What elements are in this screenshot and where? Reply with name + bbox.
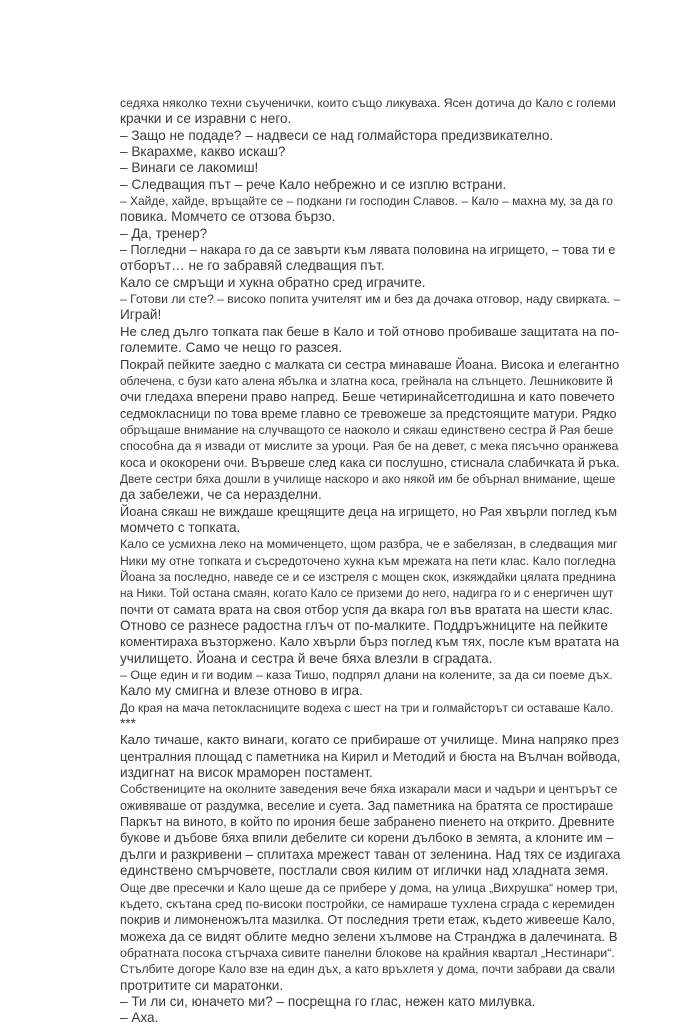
text-line: Ники му отне топката и съсредоточено хукна към мрежата на пети клас. Кало погледна xyxy=(120,553,616,568)
text-line: Покрай пейките заедно с малката си сестра минаваше Йоана. Висока и елегантно xyxy=(120,356,620,372)
text-line: – Ти ли си, юначето ми? – посрещна го глас, нежен като милувка. xyxy=(120,993,536,1009)
text-line: коса и ококорени очи. Вървеше след кака си послушно, стиснала слабичката й ръка. xyxy=(120,455,620,470)
text-line: на Ники. Той остана смаян, когато Кало се приземи до него, надигра го и с енергичен шут xyxy=(120,586,614,601)
text-line: коментираха възторжено. Кало хвърли бърз поглед към тях, после към вратата на xyxy=(120,634,620,650)
text-line: Йоана за последно, наведе се и се изстреля с мощен скок, изкяждайки цялата преднина xyxy=(120,569,616,584)
text-line: момчето с топката. xyxy=(120,519,241,535)
text-line: обратната посока стърчаха сивите панелни блокове на крайния квартал „Нестинари“. xyxy=(120,945,615,960)
text-line: – Винаги се лакомиш! xyxy=(120,160,259,176)
text-line: Кало му смигна и влезе отново в игра. xyxy=(120,683,363,699)
text-line: Кало се усмихна леко на момиченцето, щом разбра, че е забелязан, в следващия миг xyxy=(120,537,618,552)
text-line: да забележи, че са неразделни. xyxy=(120,487,322,503)
text-line: – Хайде, хайде, връщайте се – подкани ги господин Славов. – Кало – махна му, за да го xyxy=(120,194,613,209)
text-line: – Още един и ги водим – каза Тишо, подпрял длани на колените, за да си поеме дъх. xyxy=(120,668,613,683)
text-line: Не след дълго топката пак беше в Кало и той отново пробиваше защитата на по- xyxy=(120,323,620,339)
text-line: способна да я извади от мислите за уроци. Рая бе на девет, с мека пясъчно оранжева xyxy=(120,439,619,454)
text-line: очи гледаха вперени право напред. Беше четиринайсетгодишна и като повечето xyxy=(120,389,615,405)
text-line: – Да, тренер? xyxy=(120,225,208,241)
text-line: седмокласници по това време главно се тревожеше за предстоящите матури. Рядко xyxy=(120,406,617,421)
text-line: букове и дъбове бяха впили дебелите си корени дълбоко в земята, а клоните им – xyxy=(120,830,614,846)
text-line: *** xyxy=(120,716,136,732)
text-line: Двете сестри бяха дошли в училище наскоро и ако някой им бе обърнал внимание, щеше xyxy=(120,471,616,486)
text-line: – Готови ли сте? – високо попита учителят им и без да дочака отговор, наду свирката. – xyxy=(120,292,621,307)
text-line: Паркът на виното, в който по ирония беше забранено пиенето на открито. Древните xyxy=(120,815,615,830)
text-line: отборът… не го забравяй следващия път. xyxy=(120,258,385,274)
text-line: единствено смърчовете, постлали своя килим от иглички над хладната земя. xyxy=(120,863,609,879)
text-line: дълги и разкривени – сплитаха мрежест таван от зеленина. Над тях се издигаха xyxy=(120,846,621,862)
text-line: Още две пресечки и Кало щеше да се прибере у дома, на улица „Вихрушка“ номер три, xyxy=(120,880,618,895)
text-line: До края на мача петокласниците водеха с шест на три и голмайсторът си оставаше Кало. xyxy=(120,700,614,715)
text-line: централния площад с паметника на Кирил и Методий и бюста на Вълчан войвода, xyxy=(120,748,621,764)
text-line: оживяваше от раздумка, веселие и суета. Зад паметника на братята се простираше xyxy=(120,798,614,813)
text-line: – Аха. xyxy=(120,1010,159,1026)
text-line: – Погледни – накара го да се завърти към лявата половина на игрището, – това ти е xyxy=(120,243,616,258)
body-text xyxy=(120,95,620,1027)
text-line: облечена, с бузи като алена ябълка и златна коса, грейнала на слънцето. Лешниковите й xyxy=(120,373,613,388)
text-line: – Защо не подаде? – надвеси се над голмайстора предизвикателно. xyxy=(120,127,554,143)
text-line: издигнат на висок мраморен постамент. xyxy=(120,765,373,781)
text-line: Кало се смръщи и хукна обратно сред играчите. xyxy=(120,274,426,290)
text-line: Кало тичаше, както винаги, когато се прибираше от училище. Мина напряко през xyxy=(120,732,619,748)
text-line: Играй! xyxy=(120,307,162,323)
text-line: почти от самата врата на своя отбор успя да вкара гол във вратата на шести клас. xyxy=(120,601,613,617)
text-line: протритите си маратонки. xyxy=(120,977,284,993)
text-line: повика. Момчето се отзова бързо. xyxy=(120,209,336,225)
text-line: Стълбите догоре Кало взе на един дъх, а като връхлетя у дома, почти забрави да свали xyxy=(120,962,615,977)
text-line: Йоана сякаш не виждаше крещящите деца на игрището, но Рая хвърли поглед към xyxy=(120,503,618,519)
text-line: училището. Йоана и сестра й вече бяха влезли в сградата. xyxy=(120,650,493,666)
text-line: можеха да се видят облите медно зелени хълмове на Странджа в далечината. В xyxy=(120,928,618,944)
text-line: покрив и лимоненожълта мазилка. От последния трети етаж, където живееше Кало, xyxy=(120,913,616,928)
text-line: Собствениците на околните заведения вече бяха изкарали маси и чадъри и центърът се xyxy=(120,782,618,797)
text-line: крачки и се изравни с него. xyxy=(120,111,292,127)
text-line: – Вкарахме, какво искаш? xyxy=(120,144,286,160)
text-line: седяха няколко техни съученички, които също ликуваха. Ясен дотича до Кало с големи xyxy=(120,96,616,110)
text-line: големите. Само че нещо го разсея. xyxy=(120,340,343,356)
text-line: обръщаше внимание на случващото се наоколо и сякаш единствено сестра й Рая беше xyxy=(120,422,614,437)
text-line: където, скътана сред по-високи постройки, се намираше тухлена сграда с керемиден xyxy=(120,896,615,911)
text-line: Отново се разнесе радостна глъч от по-малките. Поддръжниците на пейките xyxy=(120,618,608,633)
text-line: – Следващия път – рече Кало небрежно и се изплю встрани. xyxy=(120,176,507,192)
